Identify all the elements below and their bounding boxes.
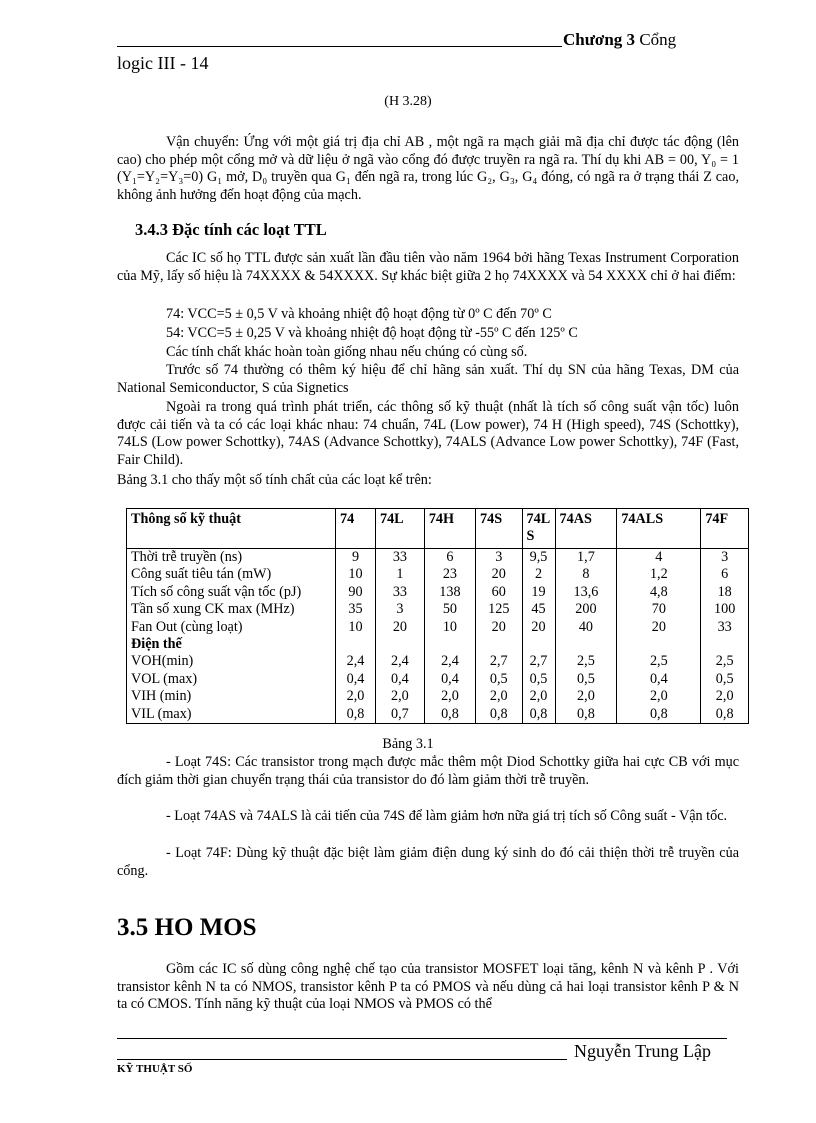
col-header: 74F <box>701 509 749 549</box>
note-74f: - Loạt 74F: Dùng kỹ thuật đặc biệt làm giảm điện dung ký sinh do đó cải thiện thời trễ truyền của cổng. <box>117 845 739 879</box>
table-cell: 20 <box>476 566 522 583</box>
table-cell: 20 <box>617 619 701 636</box>
table-cell: 2,0 <box>522 688 555 705</box>
table-cell: 2,0 <box>555 688 617 705</box>
table-cell: 20 <box>476 619 522 636</box>
table-cell: 0,4 <box>617 671 701 688</box>
table-caption: Bảng 3.1 <box>382 736 434 752</box>
col-header: 74S <box>476 509 522 549</box>
same-properties-line: Các tính chất khác hoàn toàn giống nhau nếu chúng có cùng số. <box>166 344 528 360</box>
table-cell: 10 <box>336 619 376 636</box>
table-row <box>127 601 749 618</box>
table-cell: 200 <box>555 601 617 618</box>
table-cell: 2,0 <box>424 688 475 705</box>
manufacturer-prefix-paragraph: Trước số 74 thường có thêm ký hiệu để chỉ hãng sản xuất. Thí dụ SN của hãng Texas, DM của National Semiconductor, S của Signetics <box>117 362 739 396</box>
table-intro: Bảng 3.1 cho thấy một số tính chất của các loạt kể trên: <box>117 472 432 488</box>
table-cell: 6 <box>424 549 475 567</box>
section-35-title: 3.5 HO MOS <box>117 914 257 941</box>
table-row <box>127 566 749 583</box>
row-label: Tần số xung CK max (MHz) <box>127 601 336 618</box>
col-header: 74AS <box>555 509 617 549</box>
row-label: Fan Out (cùng loạt) <box>127 619 336 636</box>
row-label: VIH (min) <box>127 688 336 705</box>
table-cell: 10 <box>336 566 376 583</box>
table-cell: 33 <box>375 549 424 567</box>
table-cell: 60 <box>476 584 522 601</box>
table-cell: 2,4 <box>336 653 376 670</box>
table-cell: 2,5 <box>701 653 749 670</box>
table-cell: 90 <box>336 584 376 601</box>
table-header-row <box>127 509 749 549</box>
ttl-series-table <box>126 508 749 724</box>
table-cell: 6 <box>701 566 749 583</box>
table-cell: 2,7 <box>522 653 555 670</box>
table-cell <box>476 636 522 653</box>
figure-label: (H 3.28) <box>384 94 432 109</box>
table-cell: 2,0 <box>617 688 701 705</box>
table-cell: 0,7 <box>375 706 424 724</box>
table-cell <box>424 636 475 653</box>
mos-paragraph: Gồm các IC số dùng công nghệ chế tạo của transistor MOSFET loại tăng, kênh N và kênh P . Với transistor kênh N ta có NMOS, transistor kênh P ta có PMOS và nếu dùng cả hai loại transistor kênh P & N ta có CMOS. Tính năng kỹ thuật của loại NMOS và PMOS có thể <box>117 961 739 1013</box>
table-cell: 0,4 <box>375 671 424 688</box>
table-row <box>127 619 749 636</box>
table-cell: 138 <box>424 584 475 601</box>
table-cell: 0,8 <box>555 706 617 724</box>
table-cell: 9 <box>336 549 376 567</box>
table-cell: 0,8 <box>617 706 701 724</box>
table-cell: 1,7 <box>555 549 617 567</box>
row-label: VIL (max) <box>127 706 336 724</box>
note-74as: - Loạt 74AS và 74ALS là cải tiến của 74S để làm giảm hơn nữa giá trị tích số Công suất - Vận tốc. <box>166 808 728 824</box>
table-cell: 45 <box>522 601 555 618</box>
table-cell <box>617 636 701 653</box>
table-cell: 0,5 <box>476 671 522 688</box>
table-row <box>127 706 749 724</box>
table-cell: 2,7 <box>476 653 522 670</box>
row-label: Tích số công suất vận tốc (pJ) <box>127 584 336 601</box>
table-cell: 20 <box>522 619 555 636</box>
table-cell: 19 <box>522 584 555 601</box>
row-label: Công suất tiêu tán (mW) <box>127 566 336 583</box>
table-cell: 70 <box>617 601 701 618</box>
table-cell: 100 <box>701 601 749 618</box>
table-cell: 35 <box>336 601 376 618</box>
row-label: VOL (max) <box>127 671 336 688</box>
table-cell: 2,4 <box>375 653 424 670</box>
table-cell: 23 <box>424 566 475 583</box>
table-cell: 50 <box>424 601 475 618</box>
col-header: 74L <box>375 509 424 549</box>
table-cell: 0,8 <box>476 706 522 724</box>
table-cell: 0,8 <box>336 706 376 724</box>
table-cell: 125 <box>476 601 522 618</box>
series-54-spec: 54: VCC=5 ± 0,25 V và khoảng nhiệt độ hoạt động từ -55º C đến 125º C <box>166 325 578 341</box>
table-cell: 2,0 <box>476 688 522 705</box>
table-cell <box>555 636 617 653</box>
table-cell: 33 <box>375 584 424 601</box>
table-cell: 1 <box>375 566 424 583</box>
table-cell: 3 <box>476 549 522 567</box>
table-row <box>127 671 749 688</box>
table-cell: 2,0 <box>375 688 424 705</box>
table-cell: 4 <box>617 549 701 567</box>
table-cell: 2,0 <box>701 688 749 705</box>
note-74s: - Loạt 74S: Các transistor trong mạch được mắc thêm một Diod Schottky giữa hai cực CB với mục đích giảm thời gian chuyển trạng thái của transistor do đó làm giảm thời trễ truyền. <box>117 754 739 788</box>
col-header: 74ALS <box>617 509 701 549</box>
table-row <box>127 653 749 670</box>
table-cell: 20 <box>375 619 424 636</box>
table-cell: 40 <box>555 619 617 636</box>
table-cell: 3 <box>701 549 749 567</box>
series-74-spec: 74: VCC=5 ± 0,5 V và khoảng nhiệt độ hoạt động từ 0º C đến 70º C <box>166 306 552 322</box>
table-cell: 4,8 <box>617 584 701 601</box>
col-header: Thông số kỹ thuật <box>127 509 336 549</box>
table-cell: 0,4 <box>336 671 376 688</box>
table-row <box>127 636 749 653</box>
table-cell: 18 <box>701 584 749 601</box>
table-cell: 2,0 <box>336 688 376 705</box>
ttl-history-paragraph: Các IC số họ TTL được sản xuất lần đầu tiên vào năm 1964 bởi hãng Texas Instrument Corporation của Mỹ, lấy số hiệu là 74XXXX & 54XXXX. Sự khác biệt giữa 2 họ 74XXXX và 54 XXXX chỉ ở hai điểm: <box>117 250 739 284</box>
table-cell: 10 <box>424 619 475 636</box>
footer-rule-top <box>117 1038 727 1039</box>
footer-brand: KỸ THUẬT SỐ <box>117 1063 193 1075</box>
table-cell <box>375 636 424 653</box>
chapter-title: Chương 3 Cổng <box>563 30 677 49</box>
table-cell: 3 <box>375 601 424 618</box>
table-cell <box>701 636 749 653</box>
table-row <box>127 688 749 705</box>
table-cell: 0,8 <box>424 706 475 724</box>
col-header: 74L S <box>522 509 555 549</box>
table-row <box>127 549 749 567</box>
table-cell: 13,6 <box>555 584 617 601</box>
table-cell: 2,4 <box>424 653 475 670</box>
table-cell: 0,8 <box>522 706 555 724</box>
table-cell: 0,4 <box>424 671 475 688</box>
table-cell: 0,8 <box>701 706 749 724</box>
table-cell: 0,5 <box>522 671 555 688</box>
table-cell: 8 <box>555 566 617 583</box>
row-label: Thời trễ truyền (ns) <box>127 549 336 567</box>
table-cell: 2 <box>522 566 555 583</box>
header-rule <box>117 46 562 47</box>
intro-paragraph: Vận chuyển: Ứng với một giá trị địa chỉ AB , một ngã ra mạch giải mã địa chỉ được tác động (lên cao) cho phép một cổng mở và dữ liệu ở ngã vào cổng đó được truyền ra ngã ra. Thí dụ khi AB = 00, Y₀ = 1 (Y₁=Y₂=Y₃=0) G₁ mở, D₀ truyền qua G₁ đến ngã ra, trong lúc G₂, G₃, G₄ đóng, có ngã ra ở trạng thái Z cao, không ảnh hưởng đến hoạt động của mạch. <box>117 134 739 203</box>
table-cell: 0,5 <box>555 671 617 688</box>
development-paragraph: Ngoài ra trong quá trình phát triển, các thông số kỹ thuật (nhất là tích số công suất vận tốc) luôn được cải tiến và ta có các loại khác nhau: 74 chuẩn, 74L (Low power), 74 H (High speed), 74S (Schottky), 74LS (Low power Schottky), 74AS (Advance Schottky), 74ALS (Advance Low power Schottky), 74F (Fast, Fair Child). <box>117 399 739 468</box>
table-cell: 0,5 <box>701 671 749 688</box>
table-row <box>127 584 749 601</box>
chapter-subtitle: logic III - 14 <box>117 53 209 73</box>
table-cell: 2,5 <box>555 653 617 670</box>
footer-rule <box>117 1059 567 1060</box>
table-cell <box>336 636 376 653</box>
col-header: 74H <box>424 509 475 549</box>
section-343-title: 3.4.3 Đặc tính các loạt TTL <box>135 220 327 239</box>
table-cell: 2,5 <box>617 653 701 670</box>
table-cell: 1,2 <box>617 566 701 583</box>
col-header: 74 <box>336 509 376 549</box>
table-cell: 33 <box>701 619 749 636</box>
row-label: VOH(min) <box>127 653 336 670</box>
row-label: Điện thế <box>127 636 336 653</box>
table-cell: 9,5 <box>522 549 555 567</box>
author-name: Nguyễn Trung Lập <box>574 1041 712 1061</box>
table-cell <box>522 636 555 653</box>
